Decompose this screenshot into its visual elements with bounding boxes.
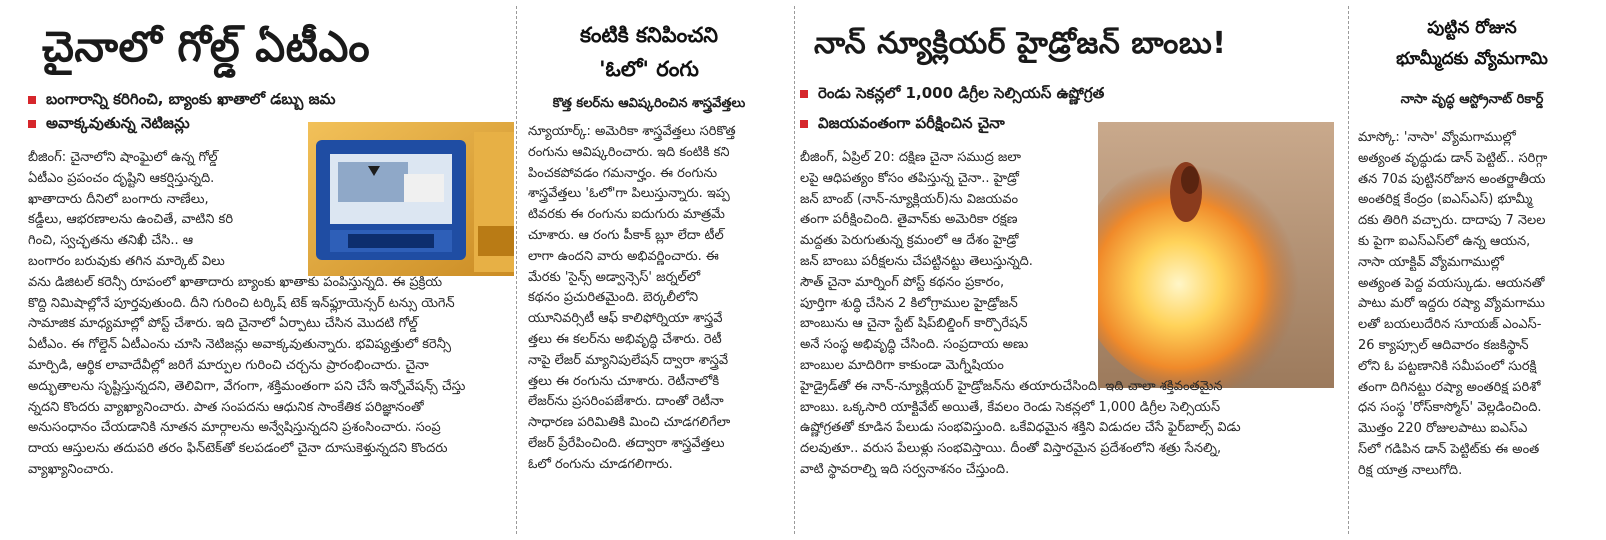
- subheading: కొత్త కలర్‌ను ఆవిష్కరించిన శాస్త్రవేత్తలు: [552, 96, 746, 111]
- text-line: తంగా పరీక్షించింది. తైవాన్‌కు అమెరికా రక్షణ: [800, 212, 1018, 228]
- text-line: వ్యాఖ్యానించారు.: [28, 461, 114, 477]
- article-olo-colour: [524, 0, 786, 540]
- headline: చైనాలో గోల్డ్ ఏటీఎం: [42, 22, 371, 71]
- text-line: కడ్డీలు, ఆభరణాలను ఉంచితే, వాటిని కరి: [28, 212, 234, 228]
- article-body: [1358, 128, 1590, 482]
- text-line: త్తలు ఈ కలర్‌ను అభివృద్ధి చేశారు. రెటీ: [528, 331, 722, 347]
- text-line: రంగును ఆవిష్కరించారు. ఇది కంటికి కని: [528, 144, 730, 160]
- text-line: దాయ ఆస్తులను తదుపరి తరం ఫిన్‌టెక్‌తో కలపడంలో చైనా దూసుకెళ్తున్నదని కొందరు: [28, 441, 448, 457]
- text-line: హైడ్రైడ్‌తో ఈ నాన్-న్యూక్లియర్ హైడ్రోజన్‌ను తయారుచేసింది. ఇది చాలా శక్తివంతమైన: [800, 378, 1223, 394]
- bullet-square-icon: [28, 96, 36, 104]
- text-line: ఏటీఎం ప్రపంచం దృష్టిని ఆకర్షిస్తున్నది.: [28, 170, 215, 186]
- text-line: దకు తిరిగి వచ్చారు. దాదాపు 7 నెలల: [1358, 213, 1546, 229]
- text-line: అంతరిక్ష కేంద్రం (ఐఎస్ఎస్) భూమ్మీ: [1358, 192, 1533, 208]
- text-line: మాస్కో: 'నాసా' వ్యోమగాముల్లో: [1358, 130, 1516, 145]
- bullet-item: రెండు సెకన్లలో 1,000 డిగ్రీల సెల్సియస్ ఉష్ణోగ్రత: [800, 84, 1330, 104]
- text-line: వాటి స్థావరాల్ని ఇది సర్వనాశనం చేస్తుంది.: [800, 461, 1010, 477]
- column-divider: [1348, 6, 1349, 534]
- text-line: తన 70వ పుట్టినరోజున అంతర్జాతీయ: [1358, 171, 1546, 187]
- text-line: మద్దతు పెరుగుతున్న క్రమంలో ఆ దేశం హైడ్రో: [800, 233, 1019, 249]
- text-line: మార్పిడి, ఆర్థిక లావాదేవీల్లో జరిగే మార్పుల గురించి చర్చను ప్రారంభించారు. చైనా: [28, 357, 429, 373]
- text-line: మేరకు 'సైన్స్ అడ్వాన్సెస్' జర్నల్‌లో: [528, 269, 701, 285]
- headline: నాన్ న్యూక్లియర్ హైడ్రోజన్ బాంబు!: [814, 26, 1227, 61]
- text-line: ఓలో రంగును చూడగలిగారు.: [528, 456, 673, 472]
- text-line: కొద్ది నిమిషాల్లోనే పూర్తవుతుంది. దీని గురించి టర్కిష్ టెక్ ఇన్‌ఫ్లూయెన్సర్ టన్సు యెగెన్: [28, 295, 455, 311]
- text-line: తంగా దిగినట్టు రష్యా అంతరిక్ష పరిశో: [1358, 379, 1541, 395]
- text-line: శాస్త్రవేత్తలు 'ఓలో'గా పిలుస్తున్నారు. ఇప్ప: [528, 186, 730, 202]
- text-line: రిక్ష యాత్ర నాలుగోది.: [1358, 462, 1463, 478]
- bullet-item: బంగారాన్ని కరిగించి, బ్యాంకు ఖాతాలో డబ్బు జమ: [28, 90, 488, 110]
- text-line: బంగారం బరువుకు తగిన మార్కెట్ విలు: [28, 253, 225, 269]
- text-line: అనే సంస్థ అభివృద్ధి చేసింది. సంప్రదాయ అణు: [800, 337, 1029, 353]
- headline: పుట్టిన రోజున భూమ్మీదకు వ్యోమగామి: [1396, 18, 1548, 70]
- text-line: సౌత్ చైనా మార్నింగ్ పోస్ట్ కథనం ప్రకారం,: [800, 274, 1005, 290]
- article-nasa-astronaut: [1354, 0, 1600, 540]
- text-line: లోని ఓ పట్టణానికి సమీపంలో సురక్షి: [1358, 358, 1537, 374]
- article-body: [800, 148, 1340, 481]
- text-line: 26 క్యాప్సూల్ ఆదివారం కజకిస్థాన్: [1358, 337, 1529, 353]
- text-line: పించకపోవడం గమనార్హం. ఈ రంగును: [528, 165, 718, 181]
- text-line: న్నదని కొందరు వ్యాఖ్యానించారు. పాత సంపదను ఆధునిక సాంకేతిక పరిజ్ఞానంతో: [28, 399, 424, 415]
- text-line: దలవుతూ.. వరుస పేలుళ్లు సంభవిస్తాయి. దీంతో విస్తారమైన ప్రదేశంలోని శత్రు సేనల్ని,: [800, 441, 1222, 457]
- text-line: స్‌లో గడిపిన డాన్ పెట్టిట్‌కు ఈ అంత: [1358, 441, 1540, 457]
- article-gold-atm: [28, 0, 514, 540]
- subheading: నాసా వృద్ధ ఆస్ట్రోనాట్ రికార్డ్: [1400, 92, 1544, 107]
- text-line: జన్ బాంబ్ (నాన్-న్యూక్లియర్)ను విజయవం: [800, 191, 1019, 207]
- text-line: ఏటీఎం. ఈ గోల్డెన్ ఏటీఎంను చూసి నెటిజన్లు అవాక్కవుతున్నారు. భవిష్యత్తులో కరెన్సీ: [28, 337, 452, 353]
- bullet-item: విజయవంతంగా పరీక్షించిన చైనా: [800, 114, 1330, 134]
- text-line: నాసా యాక్టివ్ వ్యోమగాముల్లో: [1358, 254, 1504, 270]
- text-line: అత్యంత వృద్ధుడు డాన్ పెట్టిట్.. సరిగ్గా: [1358, 150, 1548, 166]
- text-line: అనుసంధానం చేయడానికి నూతన మార్గాలను అన్వేషిస్తున్నదని ప్రశంసించారు. సంప్ర: [28, 420, 441, 436]
- text-line: న్యూయార్క్: అమెరికా శాస్త్రవేత్తలు సరికొత్త: [528, 124, 736, 139]
- bullet-item: అవాక్కవుతున్న నెటిజన్లు: [28, 114, 488, 134]
- text-line: చూశారు. ఆ రంగు పీకాక్ బ్లూ లేదా టీల్: [528, 227, 724, 243]
- text-line: ధన సంస్థ 'రోస్‌కాస్మోస్' వెల్లడించింది.: [1358, 400, 1542, 416]
- text-line: టివరకు ఈ రంగును ఐదుగురు మాత్రమే: [528, 207, 725, 223]
- text-line: అద్భుతాలను సృష్టిస్తున్నదని, తెలివిగా, వేగంగా, శక్తిమంతంగా పని చేసే ఇన్నోవేషన్స్ చేస్తు: [28, 378, 466, 394]
- text-line: కథనం ప్రచురితమైంది. బెర్కలీలోని: [528, 290, 699, 306]
- column-divider: [794, 6, 795, 534]
- text-line: నాపై లేజర్ మ్యానిపులేషన్ ద్వారా శాస్త్రవే: [528, 352, 729, 368]
- text-line: పాటు మరో ఇద్దరు రష్యా వ్యోమగాము: [1358, 296, 1545, 312]
- text-line: జన్ బాంబు పరీక్షలను చేపట్టినట్టు తెలుస్తున్నది.: [800, 253, 1033, 269]
- bullet-square-icon: [800, 90, 808, 98]
- article-hydrogen-bomb: [800, 0, 1342, 540]
- text-line: లేజర్‌ను ప్రసరింపజేశారు. దాంతో రెటీనా: [528, 394, 724, 410]
- headline: కంటికి కనిపించని 'ఓలో' రంగు: [579, 23, 719, 82]
- bullet-square-icon: [800, 120, 808, 128]
- text-line: లాగా ఉందని వారు అభివర్ణించారు. ఈ: [528, 248, 719, 264]
- text-line: త్తలు ఈ రంగును చూశారు. రెటీనాలోకి: [528, 373, 720, 389]
- text-line: వను డిజిటల్ కరెన్సీ రూపంలో ఖాతాదారు బ్యాంకు ఖాతాకు పంపిస్తున్నది. ఈ ప్రక్రియ: [28, 274, 443, 290]
- text-line: బాంబుల మాదిరిగా కాకుండా మెగ్నీషియం: [800, 357, 1004, 373]
- text-line: సామాజిక మాధ్యమాల్లో పోస్ట్ చేశారు. ఇది చైనాలో ఏర్పాటు చేసిన మొదటి గోల్డ్: [28, 316, 418, 332]
- text-line: పూర్తిగా శుద్ధి చేసిన 2 కిలోగ్రాముల హైడ్రోజన్: [800, 295, 1018, 311]
- text-line: బీజింగ్, ఏప్రిల్ 20: దక్షిణ చైనా సముద్ర జలా: [800, 150, 1022, 165]
- text-line: గించి, స్వచ్ఛతను తనిఖీ చేసి.. ఆ: [28, 233, 194, 249]
- text-line: ఉష్ణోగ్రతతో కూడిన పేలుడు సంభవిస్తుంది. ఒకేవిధమైన శక్తిని విడుదల చేసే ఫైర్‌బాల్స్ విడు: [800, 420, 1241, 436]
- text-line: యూనివర్సిటీ ఆఫ్ కాలిఫోర్నియా శాస్త్రవే: [528, 311, 723, 327]
- article-body: [528, 122, 774, 476]
- text-line: లతో బయలుదేరిన సూయజ్ ఎంఎస్-: [1358, 317, 1542, 333]
- text-line: మొత్తం 220 రోజులపాటు ఐఎస్ఎ: [1358, 421, 1528, 437]
- column-divider: [516, 6, 517, 534]
- text-line: లేజర్ ప్రేరేపించింది. తద్వారా శాస్త్రవేత్తలు: [528, 435, 725, 451]
- bullet-square-icon: [28, 120, 36, 128]
- text-line: లపై ఆధిపత్యం కోసం తపిస్తున్న చైనా.. హైడ్రో: [800, 170, 1019, 186]
- text-line: ఖాతాదారు దీనిలో బంగారు నాణేలు,: [28, 191, 209, 207]
- text-line: సాధారణ పరిమితికి మించి చూడగలిగేలా: [528, 415, 731, 431]
- text-line: బాంబును ఆ చైనా స్టేట్ షిప్‌బిల్డింగ్ కార్పొరేషన్: [800, 316, 1028, 332]
- text-line: బీజింగ్: చైనాలోని షాంఘైలో ఉన్న గోల్డ్: [28, 150, 218, 165]
- text-line: బాంబు. ఒక్కసారి యాక్టివేట్ అయితే, కేవలం రెండు సెకన్లలో 1,000 డిగ్రీల సెల్సియస్: [800, 399, 1221, 415]
- article-body: [28, 148, 508, 481]
- text-line: అత్యంత పెద్ద వయస్కుడు. ఆయనతో: [1358, 275, 1545, 291]
- text-line: కు పైగా ఐఎస్ఎస్‌లో ఉన్న ఆయన,: [1358, 233, 1531, 249]
